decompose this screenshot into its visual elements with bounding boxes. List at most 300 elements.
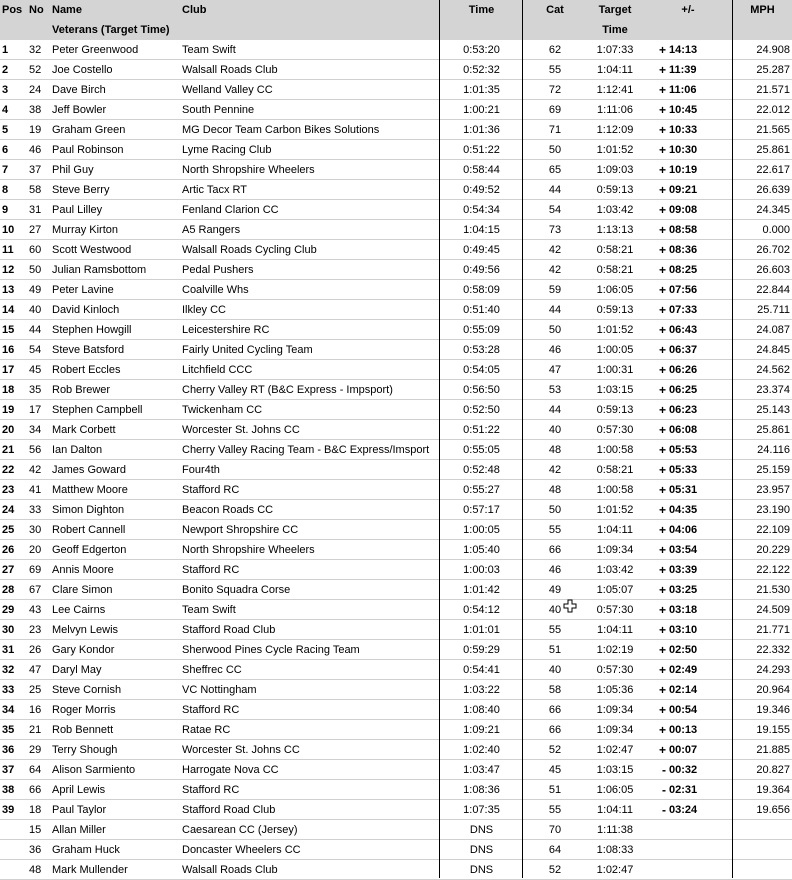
cell-diff: 06:08 xyxy=(669,424,698,436)
cell-diff xyxy=(669,840,733,860)
cell-mph xyxy=(733,820,792,840)
cell-name: Peter Greenwood xyxy=(52,44,139,56)
cell-cat: 54 xyxy=(548,204,562,216)
cell-pos: 9 xyxy=(2,204,9,216)
cell-time: DNS xyxy=(469,824,494,836)
cell-no: 38 xyxy=(29,104,42,116)
cell-sign: + xyxy=(658,543,666,557)
cell-club: Artic Tacx RT xyxy=(182,184,247,196)
cell-diff: 11:39 xyxy=(669,64,697,76)
cell-sign: + xyxy=(658,503,666,517)
cell-no: 43 xyxy=(29,604,42,616)
cell-sign: - xyxy=(662,763,666,777)
cell-time: 0:52:50 xyxy=(463,404,500,416)
header-cat: Cat xyxy=(523,0,587,20)
cell-time: 1:00:21 xyxy=(463,104,500,116)
cell-target: 1:03:15 xyxy=(596,764,634,776)
cell-diff: 05:33 xyxy=(669,464,698,476)
header-fill-2 xyxy=(180,20,587,40)
cell-pos: 10 xyxy=(2,224,15,236)
cell-sign: + xyxy=(658,163,666,177)
cell-mph: 24.087 xyxy=(756,324,790,336)
cell-target: 1:12:41 xyxy=(596,84,634,96)
cell-mph: 24.293 xyxy=(756,664,790,676)
cell-mph: 21.571 xyxy=(756,84,790,96)
cell-club: Cherry Valley RT (B&C Express - Impsport) xyxy=(182,384,393,396)
cell-target: 0:57:30 xyxy=(596,604,634,616)
cell-club: Walsall Roads Club xyxy=(182,64,278,76)
cell-club: Welland Valley CC xyxy=(182,84,273,96)
cell-no: 34 xyxy=(29,424,42,436)
cell-sign: + xyxy=(658,103,666,117)
cell-club: A5 Rangers xyxy=(182,224,241,236)
cell-name: Graham Green xyxy=(52,124,126,136)
cell-sign: + xyxy=(658,663,666,677)
cell-time: 0:58:44 xyxy=(463,164,500,176)
cell-club: South Pennine xyxy=(182,104,255,116)
cell-mph: 23.190 xyxy=(756,504,790,516)
cell-target: 1:11:06 xyxy=(597,104,633,116)
cell-target: 1:13:13 xyxy=(596,224,634,236)
cell-sign: + xyxy=(658,683,666,697)
cell-no: 36 xyxy=(29,844,42,856)
cell-pos: 29 xyxy=(2,604,15,616)
cell-pos: 15 xyxy=(2,324,15,336)
cell-cat: 62 xyxy=(548,44,562,56)
cell-time: DNS xyxy=(469,864,494,876)
cell-diff: 08:36 xyxy=(669,244,698,256)
cell-sign: + xyxy=(658,623,666,637)
cell-club: Beacon Roads CC xyxy=(182,504,274,516)
cell-cat: 45 xyxy=(548,764,562,776)
cell-name: Joe Costello xyxy=(52,64,113,76)
cell-club: Team Swift xyxy=(182,604,236,616)
cell-sign: + xyxy=(658,223,666,237)
cell-target: 1:12:09 xyxy=(596,124,634,136)
cell-pos: 28 xyxy=(2,584,15,596)
cell-sign: + xyxy=(658,643,666,657)
cell-cat: 48 xyxy=(548,484,562,496)
cell-target: 1:09:03 xyxy=(596,164,634,176)
cell-sign: + xyxy=(658,383,666,397)
cell-name: Geoff Edgerton xyxy=(52,544,127,556)
cell-sign: - xyxy=(662,783,666,797)
cell-target: 1:04:11 xyxy=(597,524,633,536)
cell-mph: 25.159 xyxy=(756,464,790,476)
cell-pos: 38 xyxy=(2,784,15,796)
header-name: Name xyxy=(50,0,180,20)
cell-time: 0:52:48 xyxy=(463,464,500,476)
header-club: Club xyxy=(180,0,440,20)
cell-mph: 21.565 xyxy=(756,124,790,136)
cell-cat: 58 xyxy=(548,684,562,696)
cell-pos: 26 xyxy=(2,544,15,556)
cell-mph: 24.509 xyxy=(756,604,790,616)
cell-name: Phil Guy xyxy=(52,164,94,176)
cell-cat: 72 xyxy=(548,84,562,96)
cell-time: 0:58:09 xyxy=(463,284,500,296)
cell-pos: 21 xyxy=(2,444,15,456)
cell-sign: + xyxy=(658,363,666,377)
cell-time: 1:09:21 xyxy=(463,724,500,736)
cell-mph: 22.122 xyxy=(756,564,790,576)
cell-cat: 66 xyxy=(548,724,562,736)
cell-cat: 44 xyxy=(548,404,562,416)
cell-name: James Goward xyxy=(52,464,126,476)
group-title: Veterans (Target Time) xyxy=(50,20,180,40)
cell-target: 1:01:52 xyxy=(596,144,634,156)
cell-diff: 07:56 xyxy=(669,284,698,296)
cell-diff: 14:13 xyxy=(669,44,698,56)
cell-diff: 08:25 xyxy=(669,264,698,276)
cell-pos: 8 xyxy=(2,184,9,196)
cell-pos: 36 xyxy=(2,744,15,756)
cell-diff: 10:30 xyxy=(669,144,698,156)
cell-name: April Lewis xyxy=(52,784,106,796)
cell-mph: 25.287 xyxy=(756,64,790,76)
cell-club: Worcester St. Johns CC xyxy=(182,424,300,436)
cell-cat: 46 xyxy=(548,344,562,356)
cell-club: Lyme Racing Club xyxy=(182,144,272,156)
cell-club: Walsall Roads Club xyxy=(182,864,278,876)
cell-target: 1:05:07 xyxy=(596,584,634,596)
cell-club: Worcester St. Johns CC xyxy=(182,744,300,756)
cell-no: 54 xyxy=(29,344,42,356)
cell-mph: 19.364 xyxy=(756,784,790,796)
cell-no: 45 xyxy=(29,364,42,376)
cell-pos: 34 xyxy=(2,704,15,716)
cell-cat: 40 xyxy=(548,604,562,616)
cell-club: Sheffrec CC xyxy=(182,664,242,676)
cell-diff: 06:43 xyxy=(669,324,698,336)
cell-diff: 03:10 xyxy=(669,624,698,636)
cell-mph: 24.562 xyxy=(756,364,790,376)
cell-name: Matthew Moore xyxy=(52,484,128,496)
cell-cat: 48 xyxy=(548,444,562,456)
cell-mph: 25.861 xyxy=(756,424,790,436)
cell-no: 47 xyxy=(29,664,42,676)
cell-time: 1:05:40 xyxy=(463,544,500,556)
header-diff: +/- xyxy=(643,0,733,20)
cell-name: Allan Miller xyxy=(52,824,106,836)
cell-cat: 42 xyxy=(548,464,562,476)
cell-name: Julian Ramsbottom xyxy=(52,264,147,276)
cell-sign: + xyxy=(658,403,666,417)
cell-diff: 05:31 xyxy=(669,484,698,496)
cell-time: 1:02:40 xyxy=(463,744,500,756)
cell-sign: + xyxy=(658,283,666,297)
cell-diff: 11:06 xyxy=(669,84,697,96)
cell-mph: 19.656 xyxy=(756,804,790,816)
cell-target: 1:02:19 xyxy=(596,644,634,656)
cell-target: 1:06:05 xyxy=(596,784,634,796)
cell-cat: 71 xyxy=(548,124,562,136)
cell-no: 49 xyxy=(29,284,42,296)
cell-time: 0:54:34 xyxy=(463,204,500,216)
cell-time: 0:49:52 xyxy=(463,184,500,196)
cell-sign: + xyxy=(658,203,666,217)
cell-name: Robert Eccles xyxy=(52,364,121,376)
cell-mph: 20.827 xyxy=(756,764,790,776)
cell-target: 0:58:21 xyxy=(596,464,634,476)
cell-target: 1:02:47 xyxy=(596,744,634,756)
cell-diff: 10:33 xyxy=(669,124,698,136)
cell-name: Paul Taylor xyxy=(52,804,107,816)
cell-diff: 03:25 xyxy=(669,584,698,596)
cell-time: 0:55:05 xyxy=(463,444,500,456)
cell-mph: 24.116 xyxy=(757,444,790,456)
cell-pos: 7 xyxy=(2,164,9,176)
cell-no: 40 xyxy=(29,304,42,316)
cell-diff: 02:14 xyxy=(669,684,698,696)
header-mph: MPH xyxy=(733,0,792,20)
cell-cat: 55 xyxy=(548,524,562,536)
cell-target: 0:59:13 xyxy=(596,184,634,196)
cell-no: 35 xyxy=(29,384,42,396)
cell-no: 69 xyxy=(29,564,42,576)
cell-target: 1:08:33 xyxy=(596,844,634,856)
cell-no: 30 xyxy=(29,524,42,536)
cell-name: Jeff Bowler xyxy=(52,104,107,116)
cell-diff: 09:08 xyxy=(669,204,698,216)
cell-cat: 40 xyxy=(548,424,562,436)
cell-no: 67 xyxy=(29,584,42,596)
cell-club: Team Swift xyxy=(182,44,236,56)
cell-cat: 40 xyxy=(548,664,562,676)
cell-cat: 51 xyxy=(548,784,562,796)
cell-pos: 27 xyxy=(2,564,15,576)
cell-no: 20 xyxy=(29,544,42,556)
cell-pos: 4 xyxy=(2,104,9,116)
cell-diff: 03:18 xyxy=(669,604,698,616)
cell-diff: 03:39 xyxy=(669,564,698,576)
cell-diff: 04:35 xyxy=(669,504,698,516)
cell-time: 0:54:41 xyxy=(463,664,500,676)
cell-club: Stafford RC xyxy=(182,564,240,576)
cell-pos: 3 xyxy=(2,84,9,96)
cell-diff: 05:53 xyxy=(669,444,698,456)
cell-sign: + xyxy=(658,43,666,57)
cell-name: Terry Shough xyxy=(52,744,118,756)
cell-time: 1:00:03 xyxy=(463,564,500,576)
cell-no: 60 xyxy=(29,244,42,256)
cell-target: 0:58:21 xyxy=(596,244,634,256)
cell-cat: 73 xyxy=(548,224,562,236)
cell-diff: 08:58 xyxy=(669,224,698,236)
cell-mph: 21.771 xyxy=(756,624,790,636)
cell-target: 1:01:52 xyxy=(596,504,634,516)
cell-no: 50 xyxy=(29,264,42,276)
cell-pos: 23 xyxy=(2,484,15,496)
cell-club: Stafford Road Club xyxy=(182,804,276,816)
cell-sign: + xyxy=(658,743,666,757)
cell-sign: + xyxy=(658,263,666,277)
header-target-time: Time xyxy=(587,20,643,40)
cell-target: 1:09:34 xyxy=(596,544,634,556)
cell-sign: + xyxy=(658,423,666,437)
cell-pos: 24 xyxy=(2,504,15,516)
cell-name: Stephen Campbell xyxy=(52,404,143,416)
cell-diff: 00:54 xyxy=(669,704,698,716)
cell-name: Mark Mullender xyxy=(52,864,128,876)
cell-club: Litchfield CCC xyxy=(182,364,253,376)
cell-mph: 25.143 xyxy=(756,404,790,416)
cell-sign: + xyxy=(658,143,666,157)
cell-time: 1:01:36 xyxy=(463,124,500,136)
cell-cat: 66 xyxy=(548,704,562,716)
cell-sign: + xyxy=(658,303,666,317)
cell-no: 23 xyxy=(29,624,42,636)
cell-time: 0:53:28 xyxy=(463,344,500,356)
cell-time: 0:54:12 xyxy=(463,604,500,616)
cell-pos: 19 xyxy=(2,404,15,416)
cell-time: 1:03:22 xyxy=(463,684,500,696)
cell-mph: 26.639 xyxy=(756,184,790,196)
cell-time: 0:51:40 xyxy=(463,304,500,316)
cell-name: Scott Westwood xyxy=(52,244,132,256)
cell-mph: 21.530 xyxy=(756,584,790,596)
cell-time: 1:07:35 xyxy=(463,804,500,816)
cell-club: North Shropshire Wheelers xyxy=(182,164,315,176)
cell-time: 0:54:05 xyxy=(463,364,500,376)
crosshair-cursor-icon xyxy=(563,599,577,613)
cell-no: 24 xyxy=(29,84,42,96)
cell-cat: 59 xyxy=(548,284,562,296)
cell-pos: 37 xyxy=(2,764,15,776)
cell-diff: 02:31 xyxy=(669,784,698,796)
cell-time: 0:56:50 xyxy=(463,384,500,396)
cell-pos: 33 xyxy=(2,684,15,696)
cell-club: Cherry Valley Racing Team - B&C Express/Imsport xyxy=(182,444,430,456)
cell-cat: 52 xyxy=(548,864,562,876)
cell-time: 0:57:17 xyxy=(463,504,500,516)
cell-sign xyxy=(643,840,669,860)
cell-sign: - xyxy=(662,803,666,817)
cell-club: Walsall Roads Cycling Club xyxy=(182,244,317,256)
cell-target: 0:59:13 xyxy=(596,304,634,316)
cell-club: Sherwood Pines Cycle Racing Team xyxy=(182,644,360,656)
col-separator-time xyxy=(439,0,440,878)
cell-pos: 35 xyxy=(2,724,15,736)
cell-name: Melvyn Lewis xyxy=(52,624,119,636)
cell-target: 1:05:36 xyxy=(596,684,634,696)
header-pos: Pos xyxy=(0,0,27,20)
cell-club: VC Nottingham xyxy=(182,684,257,696)
cell-cat: 55 xyxy=(548,624,562,636)
cell-target: 1:09:34 xyxy=(596,724,634,736)
cell-time: DNS xyxy=(469,844,494,856)
cell-diff xyxy=(669,820,733,840)
cell-sign: + xyxy=(658,723,666,737)
cell-club: Stafford RC xyxy=(182,484,240,496)
cell-mph: 23.374 xyxy=(756,384,790,396)
cell-target: 0:57:30 xyxy=(596,424,634,436)
cell-cat: 64 xyxy=(548,844,562,856)
cell-name: Annis Moore xyxy=(52,564,114,576)
cell-pos: 18 xyxy=(2,384,15,396)
cell-mph: 22.109 xyxy=(756,524,790,536)
cell-no: 27 xyxy=(29,224,42,236)
cell-mph: 24.908 xyxy=(756,44,790,56)
cell-diff: 06:23 xyxy=(669,404,698,416)
cell-no: 42 xyxy=(29,464,42,476)
cell-target: 1:00:58 xyxy=(596,484,634,496)
cell-mph: 25.861 xyxy=(756,144,790,156)
cell-pos: 32 xyxy=(2,664,15,676)
cell-name: Peter Lavine xyxy=(52,284,114,296)
cell-club: Stafford Road Club xyxy=(182,624,276,636)
cell-name: David Kinloch xyxy=(52,304,120,316)
cell-target: 1:02:47 xyxy=(596,864,634,876)
cell-time: 1:01:42 xyxy=(463,584,500,596)
cell-no: 26 xyxy=(29,644,42,656)
cell-target: 1:03:15 xyxy=(596,384,634,396)
cell-mph xyxy=(733,860,792,880)
header-target: Target xyxy=(587,0,643,20)
cell-club: Pedal Pushers xyxy=(182,264,254,276)
cell-time: 1:03:47 xyxy=(463,764,500,776)
cell-target: 1:07:33 xyxy=(596,44,634,56)
cell-target: 1:04:11 xyxy=(597,804,633,816)
cell-diff: 02:49 xyxy=(669,664,698,676)
cell-club: Newport Shropshire CC xyxy=(182,524,299,536)
cell-target: 1:00:58 xyxy=(596,444,634,456)
cell-no: 52 xyxy=(29,64,42,76)
cell-no: 64 xyxy=(29,764,42,776)
cell-mph: 22.012 xyxy=(756,104,790,116)
cell-mph: 20.229 xyxy=(756,544,790,556)
cell-name: Graham Huck xyxy=(52,844,120,856)
cell-target: 1:03:42 xyxy=(596,204,634,216)
cell-mph: 23.957 xyxy=(756,484,790,496)
cell-mph: 22.844 xyxy=(756,284,790,296)
cell-sign: + xyxy=(658,243,666,257)
cell-mph: 19.346 xyxy=(756,704,790,716)
cell-no: 32 xyxy=(29,44,42,56)
cell-club: Fairly United Cycling Team xyxy=(182,344,313,356)
cell-sign: + xyxy=(658,123,666,137)
cell-name: Rob Bennett xyxy=(52,724,114,736)
cell-diff: 07:33 xyxy=(669,304,698,316)
cell-name: Dave Birch xyxy=(52,84,106,96)
cell-time: 0:51:22 xyxy=(463,144,500,156)
cell-cat: 50 xyxy=(548,144,562,156)
cell-sign: + xyxy=(658,63,666,77)
header-fill-1 xyxy=(0,20,50,40)
cell-cat: 52 xyxy=(548,744,562,756)
cell-sign: + xyxy=(658,583,666,597)
cell-cat: 66 xyxy=(548,544,562,556)
cell-sign xyxy=(643,860,669,880)
cell-diff: 02:50 xyxy=(669,644,698,656)
cell-pos: 5 xyxy=(2,124,9,136)
cell-sign: + xyxy=(658,603,666,617)
cell-mph: 19.155 xyxy=(756,724,790,736)
cell-no: 31 xyxy=(29,204,42,216)
cell-club: Stafford RC xyxy=(182,704,240,716)
cell-time: 0:49:56 xyxy=(463,264,500,276)
cell-cat: 55 xyxy=(548,64,562,76)
cell-cat: 70 xyxy=(548,824,562,836)
col-separator-cat xyxy=(522,0,523,878)
cell-mph: 0.000 xyxy=(762,224,790,236)
cell-cat: 69 xyxy=(548,104,562,116)
cell-sign: + xyxy=(658,463,666,477)
cell-pos: 12 xyxy=(2,264,15,276)
cell-cat: 51 xyxy=(548,644,562,656)
cell-mph: 22.617 xyxy=(756,164,790,176)
cell-pos: 30 xyxy=(2,624,15,636)
